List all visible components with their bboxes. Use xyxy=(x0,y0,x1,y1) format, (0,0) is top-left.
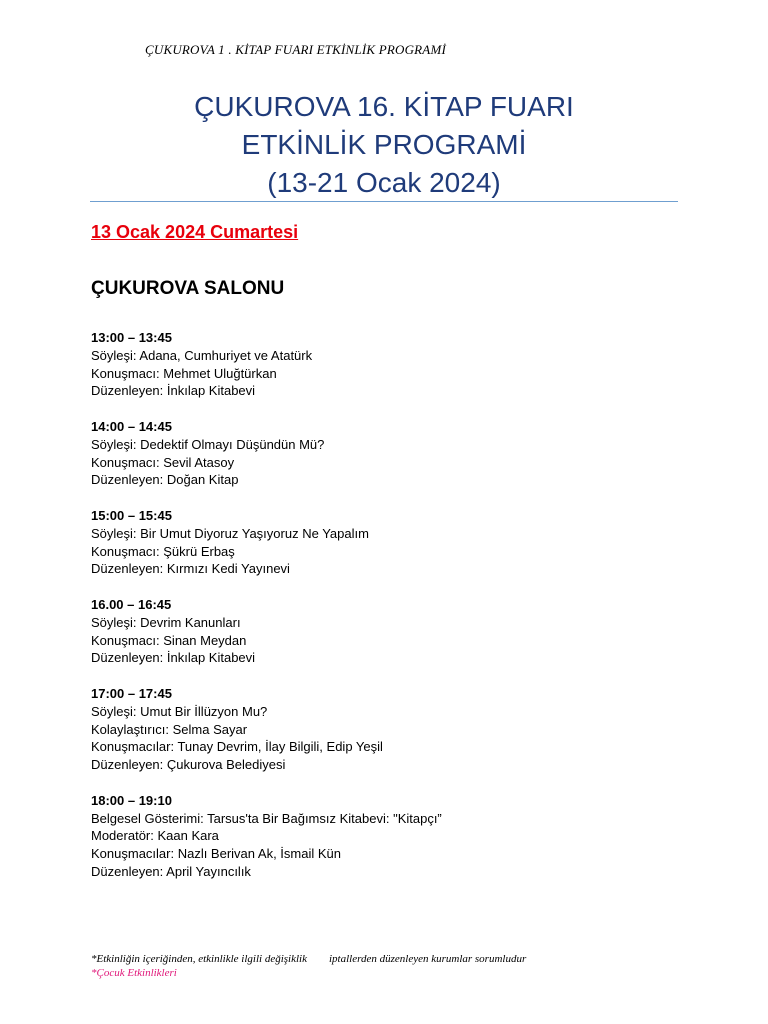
event-time: 16.00 – 16:45 xyxy=(91,596,172,612)
kids-events-note: *Çocuk Etkinlikleri xyxy=(91,967,177,979)
day-date: 13 Ocak 2024 Cumartesi xyxy=(91,222,299,242)
event-item xyxy=(91,685,442,774)
event-detail: Düzenleyen: İnkılap Kitabevi xyxy=(91,383,256,399)
event-detail: Söyleşi: Dedektif Olmayı Düşündün Mü? xyxy=(91,436,325,452)
running-header: ÇUKUROVA 1 . KİTAP FUARI ETKİNLİK PROGRAMİ xyxy=(145,42,447,57)
event-detail: Moderatör: Kaan Kara xyxy=(91,828,219,844)
event-detail: Konuşmacılar: Tunay Devrim, İlay Bilgili, Edip Yeşil xyxy=(91,739,383,755)
event-item xyxy=(91,507,442,578)
disclaimer-note xyxy=(91,952,526,966)
event-detail: Konuşmacı: Mehmet Uluğtürkan xyxy=(91,365,277,381)
title-line-1: ÇUKUROVA 16. KİTAP FUARI xyxy=(194,91,574,122)
event-detail: Düzenleyen: Kırmızı Kedi Yayınevi xyxy=(91,561,290,577)
event-detail: Düzenleyen: Doğan Kitap xyxy=(91,472,239,488)
event-detail: Düzenleyen: April Yayıncılık xyxy=(91,863,251,879)
event-detail: Konuşmacı: Sinan Meydan xyxy=(91,632,247,648)
event-item xyxy=(91,418,442,489)
event-detail: Söyleşi: Devrim Kanunları xyxy=(91,614,241,630)
event-detail: Söyleşi: Adana, Cumhuriyet ve Atatürk xyxy=(91,347,313,363)
disclaimer-part-2: iptallerden düzenleyen kurumlar sorumludur xyxy=(328,953,527,965)
event-time: 14:00 – 14:45 xyxy=(91,418,172,434)
event-time: 18:00 – 19:10 xyxy=(91,792,172,808)
page-title xyxy=(90,88,678,202)
hall-heading: ÇUKUROVA SALONU xyxy=(91,278,285,299)
disclaimer-part-1: *Etkinliğin içeriğinden, etkinlikle ilgili değişiklik xyxy=(91,953,307,965)
event-item xyxy=(91,596,442,667)
event-detail: Konuşmacı: Sevil Atasoy xyxy=(91,454,235,470)
event-detail: Söyleşi: Bir Umut Diyoruz Yaşıyoruz Ne Yapalım xyxy=(91,525,369,541)
event-item xyxy=(91,792,442,881)
footer-notes xyxy=(91,952,526,980)
event-item xyxy=(91,329,442,400)
title-divider xyxy=(90,201,678,202)
event-time: 13:00 – 13:45 xyxy=(91,330,172,345)
event-list xyxy=(91,329,442,899)
event-time: 15:00 – 15:45 xyxy=(91,507,172,523)
event-detail: Düzenleyen: Çukurova Belediyesi xyxy=(91,757,286,773)
title-line-2: ETKİNLİK PROGRAMİ xyxy=(241,129,527,160)
event-detail: Konuşmacı: Şükrü Erbaş xyxy=(91,543,235,559)
event-detail: Kolaylaştırıcı: Selma Sayar xyxy=(91,721,248,737)
event-time: 17:00 – 17:45 xyxy=(91,685,172,701)
event-detail: Söyleşi: Umut Bir İllüzyon Mu? xyxy=(91,703,268,719)
event-detail: Belgesel Gösterimi: Tarsus'ta Bir Bağımsız Kitabevi: "Kitapçı” xyxy=(91,810,442,826)
event-detail: Konuşmacılar: Nazlı Berivan Ak, İsmail Kün xyxy=(91,846,341,862)
title-line-3: (13-21 Ocak 2024) xyxy=(267,167,501,198)
event-detail: Düzenleyen: İnkılap Kitabevi xyxy=(91,650,256,666)
